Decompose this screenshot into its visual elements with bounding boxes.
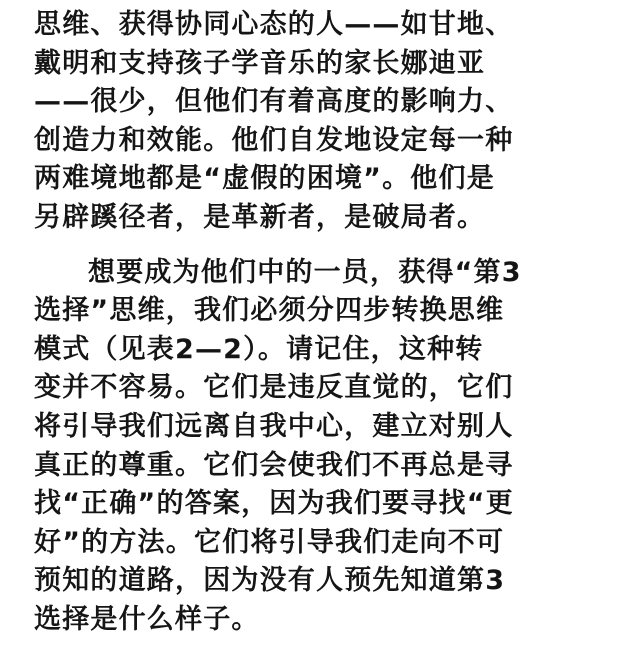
text-line: 创造力和效能。他们自发地设定每一种: [34, 124, 514, 156]
text-line: 两难境地都是“虚假的困境”。他们是: [34, 163, 495, 195]
paragraph-1: [34, 6, 604, 238]
text-line: 好”的方法。它们将引导我们走向不可: [34, 526, 505, 558]
paragraph-2: [34, 254, 604, 640]
text-line: 想要成为他们中的一员，获得“第3: [88, 256, 522, 288]
text-line: 找“正确”的答案，因为我们要寻找“更: [34, 488, 514, 520]
text-line: 变并不容易。它们是违反直觉的，它们: [34, 372, 514, 404]
text-line: 选择是什么样子。: [34, 603, 260, 635]
text-line: 另辟蹊径者，是革新者，是破局者。: [34, 201, 486, 233]
text-line: 将引导我们远离自我中心，建立对别人: [34, 410, 514, 442]
text-line: 预知的道路，因为没有人预先知道第3: [34, 565, 506, 597]
paragraph-spacing: [34, 238, 604, 254]
text-line: ——很少，但他们有着高度的影响力、: [34, 86, 514, 118]
document-page: [34, 6, 604, 640]
text-line: 真正的尊重。它们会使我们不再总是寻: [34, 449, 514, 481]
text-line: 戴明和支持孩子学音乐的家长娜迪亚: [34, 47, 486, 79]
text-line: 模式（见表2—2）。请记住，这种转: [34, 333, 484, 365]
text-line: 思维、获得协同心态的人——如甘地、: [34, 9, 514, 40]
text-line: 选择”思维，我们必须分四步转换思维: [34, 295, 505, 327]
